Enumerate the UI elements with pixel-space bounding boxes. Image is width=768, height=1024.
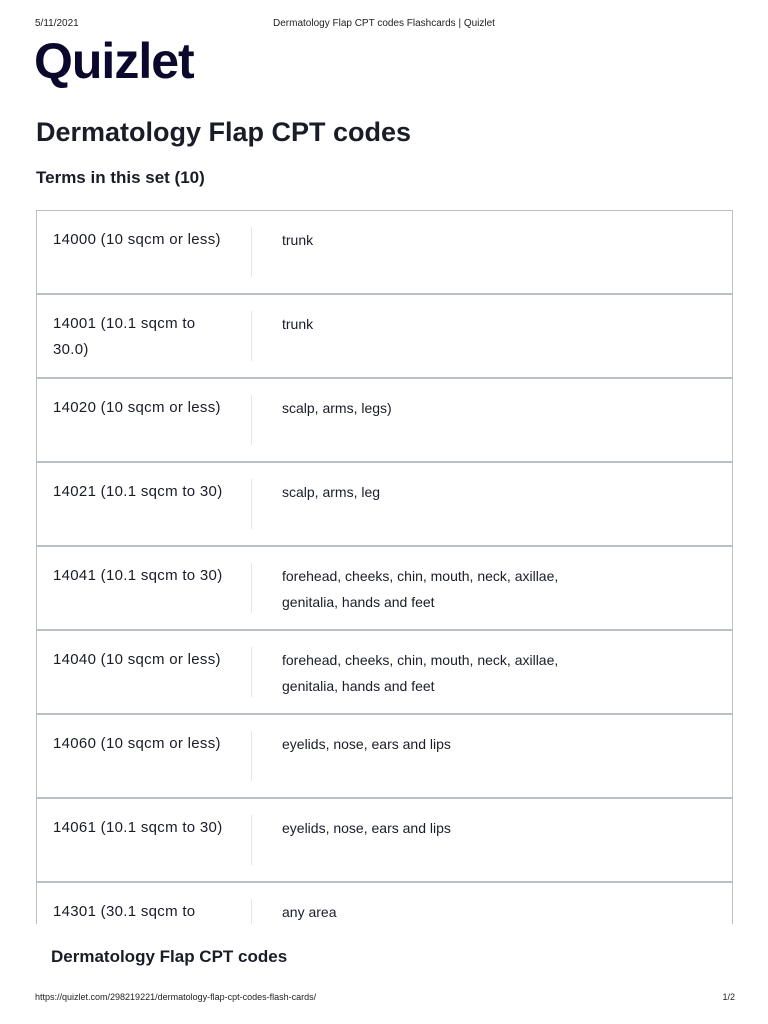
term-divider <box>251 647 252 697</box>
term-row <box>37 379 732 463</box>
term-word: 14020 (10 sqcm or less) <box>53 399 221 416</box>
term-word: 14041 (10.1 sqcm to 30) <box>53 567 223 584</box>
term-definition: trunk <box>282 316 314 332</box>
print-url: https://quizlet.com/298219221/dermatology-flap-cpt-codes-flash-cards/ <box>35 992 317 1002</box>
term-definition: trunk <box>282 232 314 248</box>
print-page-title: Dermatology Flap CPT codes Flashcards | Quizlet <box>273 18 495 29</box>
term-definition: forehead, cheeks, chin, mouth, neck, axillae, genitalia, hands and feet <box>282 568 559 610</box>
term-word: 14040 (10 sqcm or less) <box>53 651 221 668</box>
term-divider <box>251 311 252 361</box>
term-word: 14021 (10.1 sqcm to 30) <box>53 483 223 500</box>
term-word: 14000 (10 sqcm or less) <box>53 231 221 248</box>
term-definition: forehead, cheeks, chin, mouth, neck, axillae, genitalia, hands and feet <box>282 652 559 694</box>
term-divider <box>251 815 252 865</box>
term-divider <box>251 227 252 277</box>
term-definition: eyelids, nose, ears and lips <box>282 820 451 836</box>
footer-set-title: Dermatology Flap CPT codes <box>51 947 288 966</box>
term-divider <box>251 731 252 781</box>
term-row <box>37 463 732 547</box>
term-word: 14001 (10.1 sqcm to 30.0) <box>53 315 196 358</box>
term-word: 14060 (10 sqcm or less) <box>53 735 221 752</box>
quizlet-logo[interactable]: Quizlet <box>34 33 194 89</box>
term-word: 14301 (30.1 sqcm to <box>53 903 196 920</box>
term-definition: scalp, arms, leg <box>282 484 381 500</box>
term-definition: any area <box>282 904 337 920</box>
term-row <box>37 211 732 295</box>
print-date: 5/11/2021 <box>35 18 79 29</box>
term-row <box>37 631 732 715</box>
term-divider <box>251 395 252 445</box>
term-divider <box>251 563 252 613</box>
term-row <box>37 883 732 924</box>
term-row <box>37 715 732 799</box>
print-footer <box>0 992 768 1006</box>
term-row <box>37 799 732 883</box>
term-definition: eyelids, nose, ears and lips <box>282 736 451 752</box>
term-divider <box>251 479 252 529</box>
print-page-number: 1/2 <box>722 992 735 1002</box>
term-row <box>37 547 732 631</box>
terms-heading: Terms in this set (10) <box>36 168 205 187</box>
term-row <box>37 295 732 379</box>
term-divider <box>251 899 252 924</box>
set-title: Dermatology Flap CPT codes <box>36 117 412 147</box>
term-word: 14061 (10.1 sqcm to 30) <box>53 819 223 836</box>
terms-table <box>36 210 733 924</box>
term-definition: scalp, arms, legs) <box>282 400 392 416</box>
